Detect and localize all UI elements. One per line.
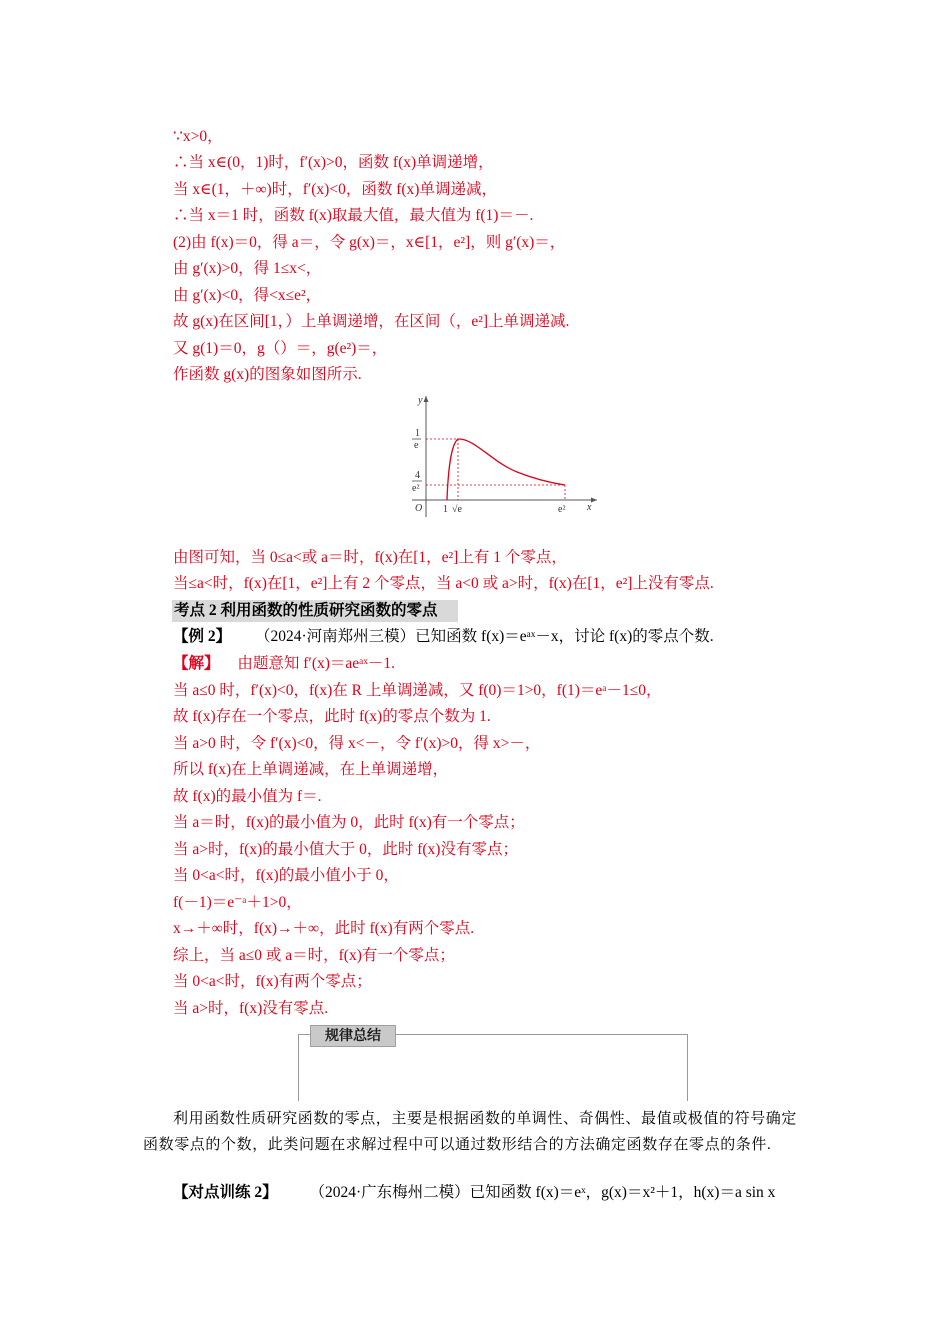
tick-label-four-num: 4 [415, 470, 420, 481]
tick-label-four-den: e² [412, 483, 420, 494]
solution-line-2: ∴当 x∈(0，1)时，f′(x)>0，函数 f(x)单调递增， [173, 154, 494, 171]
solution-line-4: ∴当 x＝1 时，函数 f(x)取最大值，最大值为 f(1)＝－. [173, 207, 534, 224]
case-line-7: 当 a>时，f(x)的最小值大于 0，此时 f(x)没有零点； [173, 841, 518, 858]
case-line-9: f(－1)＝e⁻ᵃ＋1>0， [173, 894, 302, 911]
solution-line-1: ∵x>0， [173, 128, 223, 145]
solution-line-8: 故 g(x)在区间[1，）上单调递增，在区间（，e²]上单调递减. [173, 313, 570, 330]
case-line-6: 当 a＝时，f(x)的最小值为 0，此时 f(x)有一个零点； [173, 814, 525, 831]
example-text: （2024·河南郑州三模）已知函数 f(x)＝eᵃˣ－x，讨论 f(x)的零点个数. [255, 628, 714, 645]
case-line-3: 当 a>0 时，令 f′(x)<0，得 x<－，令 f′(x)>0，得 x>－， [173, 735, 541, 752]
case-line-8: 当 0<a<时，f(x)的最小值小于 0， [173, 867, 399, 884]
x-axis-label: x [587, 502, 592, 513]
conclusion-line-1: 由图可知，当 0≤a<或 a＝时，f(x)在[1，e²]上有 1 个零点， [173, 549, 567, 566]
example-line [173, 627, 714, 647]
case-line-5: 故 f(x)的最小值为 f＝. [173, 788, 322, 805]
curve-g-of-x [447, 439, 565, 500]
case-line-13: 当 a>时，f(x)没有零点. [173, 1000, 329, 1017]
section-heading: 考点 2 利用函数的性质研究函数的零点 [172, 600, 458, 622]
solution-line-9: 又 g(1)＝0，g（）＝，g(e²)＝， [173, 340, 388, 357]
function-graph [392, 392, 602, 522]
solution-line-5: (2)由 f(x)＝0，得 a＝，令 g(x)＝，x∈[1，e²]，则 g′(x)＝， [173, 234, 566, 251]
solution-intro-line [173, 654, 395, 674]
case-line-11: 综上，当 a≤0 或 a＝时，f(x)有一个零点； [173, 947, 455, 964]
summary-paragraph: 利用函数性质研究函数的零点，主要是根据函数的单调性、奇偶性、最值或极值的符号确定函数零点的个数，此类问题在求解过程中可以通过数形结合的方法确定函数存在零点的条件. [143, 1111, 798, 1153]
case-line-4: 所以 f(x)在上单调递减，在上单调递增， [173, 761, 449, 778]
case-line-12: 当 0<a<时，f(x)有两个零点； [173, 973, 372, 990]
tick-label-one-over-e-num: 1 [415, 428, 420, 439]
tick-label-x-one: 1 [443, 504, 448, 515]
solution-line-3: 当 x∈(1，＋∞)时，f′(x)<0，函数 f(x)单调递减， [173, 181, 497, 198]
tick-label-one-over-e-den: e [414, 440, 419, 451]
summary-title: 规律总结 [310, 1025, 396, 1047]
solution-first: 由题意知 f′(x)＝aeᵃˣ－1. [237, 655, 395, 672]
y-axis-label: y [418, 395, 423, 406]
x-axis-arrow-icon [591, 498, 597, 503]
example-label: 【例 2】 [173, 628, 232, 645]
y-axis-arrow-icon [424, 396, 429, 402]
training-line [173, 1182, 775, 1204]
solution-label: 【解】 [173, 655, 220, 672]
tick-label-x-sqrt-e: √e [452, 504, 462, 515]
tick-label-x-e2: e² [558, 504, 566, 515]
solution-line-7: 由 g′(x)<0，得<x≤e²， [173, 287, 322, 304]
solution-line-10: 作函数 g(x)的图象如图所示. [173, 366, 362, 383]
case-line-1: 当 a≤0 时，f′(x)<0，f(x)在 R 上单调递减，又 f(0)＝1>0，f(1)＝eᵃ－1≤0， [173, 682, 662, 699]
origin-label: O [415, 503, 423, 514]
solution-line-6: 由 g′(x)>0，得 1≤x<， [173, 260, 322, 277]
case-line-10: x→＋∞时，f(x)→＋∞，此时 f(x)有两个零点. [173, 920, 475, 937]
case-line-2: 故 f(x)存在一个零点，此时 f(x)的零点个数为 1. [173, 708, 491, 725]
training-label: 【对点训练 2】 [173, 1184, 278, 1201]
training-text: （2024·广东梅州二模）已知函数 f(x)＝eˣ，g(x)＝x²＋1，h(x)＝a sin x [309, 1184, 776, 1201]
conclusion-line-2: 当≤a<时，f(x)在[1，e²]上有 2 个零点，当 a<0 或 a>时，f(x)在[1，e²]上没有零点. [173, 575, 714, 592]
